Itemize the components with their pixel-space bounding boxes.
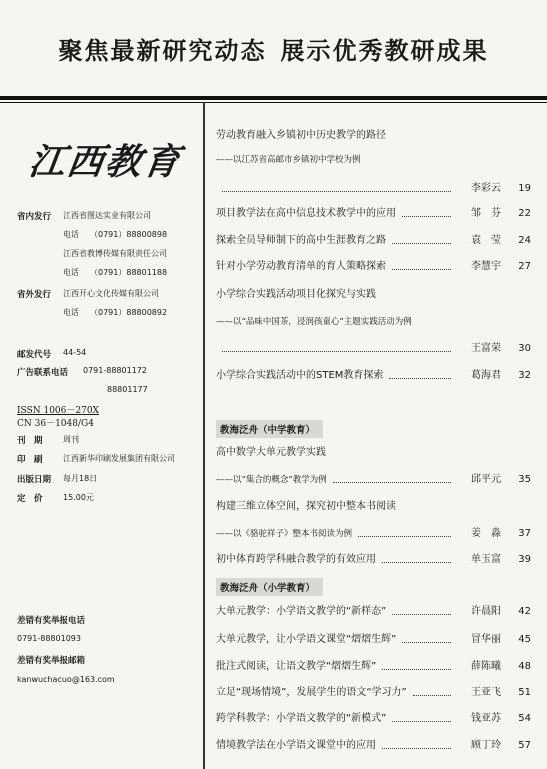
toc-title: 批注式阅读，让语文教学“熠熠生辉” [216, 661, 377, 672]
report-mail: kanwuchacuo@163.com [17, 675, 115, 684]
toc-subtitle: ——以江苏省高邮市乡镇初中学校为例 [216, 155, 361, 165]
toc-title: 劳动教育融入乡镇初中历史教学的路径 [216, 130, 386, 141]
toc-page: 48 [518, 661, 531, 672]
toc-author: 邱平元 [471, 474, 501, 485]
leader-dots [402, 642, 451, 643]
leader-dots [222, 351, 451, 352]
toc-page: 54 [518, 713, 531, 724]
magazine-logo: 江西教育 [26, 141, 185, 183]
toc-author: 钱亚苏 [471, 713, 501, 724]
toc-author: 李慧宇 [471, 261, 501, 272]
price: 15.00元 [63, 493, 94, 502]
toc-entry[interactable] [216, 287, 531, 303]
toc-entry[interactable] [216, 314, 531, 330]
leader-dots [382, 669, 451, 670]
toc-author: 李彩云 [471, 183, 501, 194]
foreign-publisher-1: 江西开心文化传媒有限公司 [63, 289, 159, 298]
leader-dots [402, 216, 451, 217]
toc-page: 22 [518, 208, 531, 219]
leader-dots [222, 191, 451, 192]
printer: 江西新华印刷发展集团有限公司 [63, 454, 175, 463]
toc-author: 王富荣 [471, 343, 501, 354]
toc-author: 袁 莹 [471, 235, 501, 246]
period: 周刊 [63, 435, 79, 444]
toc-page: 30 [518, 343, 531, 354]
leader-dots [358, 536, 451, 537]
toc-title: 跨学科教学：小学语文教学的“新模式” [216, 713, 387, 724]
toc-entry[interactable] [216, 604, 531, 620]
leader-dots [392, 243, 451, 244]
postcode-label: 邮发代号 [17, 350, 52, 360]
leader-dots [392, 721, 451, 722]
pub-date: 每月18日 [63, 474, 98, 483]
leader-dots [392, 614, 451, 615]
section-header-middle-school: 教海泛舟（中学教育） [216, 420, 323, 438]
toc-entry[interactable] [216, 181, 531, 197]
toc-title: 构建三维立体空间，探究初中整本书阅读 [216, 501, 396, 512]
toc-entry[interactable] [216, 526, 531, 542]
foreign-label: 省外发行 [17, 290, 52, 300]
toc-page: 45 [518, 634, 531, 645]
print-label: 印 刷 [17, 455, 43, 465]
domestic-tel-2: （0791）88801188 [90, 268, 168, 277]
toc-subtitle: ——以《骆驼祥子》整本书阅读为例 [216, 529, 353, 539]
report-tel: 0791-88801093 [17, 634, 81, 643]
toc-entry[interactable] [216, 152, 531, 168]
toc-entry[interactable] [216, 341, 531, 357]
toc-page: 37 [518, 528, 531, 539]
toc-author: 邹 芬 [471, 208, 501, 219]
toc-author: 葛海君 [471, 370, 501, 381]
toc-page: 57 [518, 740, 531, 751]
toc-author: 姜 淼 [471, 528, 501, 539]
toc-entry[interactable] [216, 738, 531, 754]
toc-page: 32 [518, 370, 531, 381]
toc-page: 24 [518, 235, 531, 246]
ad-tel-1: 0791-88801172 [83, 366, 147, 375]
toc-title: 大单元教学，让小学语文课堂“熠熠生辉” [216, 634, 397, 645]
toc-title: 立足“现场情境”，发展学生的语文“学习力” [216, 687, 407, 698]
leader-dots [389, 378, 451, 379]
toc-title: 初中体育跨学科融合教学的有效应用 [216, 554, 376, 565]
toc-page: 51 [518, 687, 531, 698]
leader-dots [382, 562, 451, 563]
toc-entry[interactable] [216, 552, 531, 568]
leader-dots [382, 748, 451, 749]
domestic-label: 省内发行 [17, 212, 52, 222]
domestic-tel-label-2: 电话 [63, 268, 79, 277]
report-mail-label: 差错有奖举报邮箱 [17, 656, 86, 666]
toc-author: 薛陈曦 [471, 661, 501, 672]
foreign-tel-1: （0791）88800892 [90, 308, 168, 317]
domestic-tel-1: （0791）88800898 [90, 230, 168, 239]
toc-title: 高中数学大单元教学实践 [216, 447, 326, 458]
report-tel-label: 差错有奖举报电话 [17, 616, 86, 626]
date-label: 出版日期 [17, 475, 52, 485]
toc-subtitle: ——以“品味中国茶，浸润孩童心”主题实践活动为例 [216, 317, 412, 327]
toc-title: 探索全员导师制下的高中生涯教育之路 [216, 235, 386, 246]
toc-title: 大单元教学：小学语文教学的“新样态” [216, 606, 387, 617]
toc-entry[interactable] [216, 685, 531, 701]
toc-entry[interactable] [216, 368, 531, 384]
issn: ISSN 1006－270X [17, 406, 99, 416]
ad-tel-2: 88801177 [107, 385, 148, 394]
cn-number: CN 36－1048/G4 [17, 419, 94, 429]
toc-subtitle: ——以“集合的概念”教学为例 [216, 475, 327, 485]
toc-author: 王亚飞 [471, 687, 501, 698]
domestic-tel-label-1: 电话 [63, 230, 79, 239]
toc-entry[interactable] [216, 259, 531, 275]
toc-title: 针对小学劳动教育清单的育人策略探索 [216, 261, 386, 272]
banner-left: 聚焦最新研究动态 [58, 35, 267, 65]
toc-entry[interactable] [216, 632, 531, 648]
toc-page: 19 [518, 183, 531, 194]
toc-entry[interactable] [216, 472, 531, 488]
section-header-primary-school: 教海泛舟（小学教育） [216, 578, 323, 596]
toc-page: 27 [518, 261, 531, 272]
toc-author: 顾丁玲 [471, 740, 501, 751]
toc-title: 小学综合实践活动项目化探究与实践 [216, 289, 376, 300]
domestic-publisher-1: 江西省图达实业有限公司 [63, 211, 151, 220]
toc-entry[interactable] [216, 445, 531, 461]
postcode: 44-54 [63, 348, 87, 357]
ad-label: 广告联系电话 [17, 368, 69, 378]
toc-page: 35 [518, 474, 531, 485]
toc-entry[interactable] [216, 659, 531, 675]
leader-dots [413, 695, 451, 696]
domestic-publisher-2: 江西省教博传媒有限责任公司 [63, 249, 167, 258]
toc-entry[interactable] [216, 711, 531, 727]
toc-entry[interactable] [216, 233, 531, 249]
toc-entry[interactable] [216, 128, 531, 144]
leader-dots [333, 482, 451, 483]
price-label: 定 价 [17, 494, 43, 504]
period-label: 刊 期 [17, 436, 43, 446]
column-divider [203, 102, 205, 769]
foreign-tel-label-1: 电话 [63, 308, 79, 317]
toc-page: 42 [518, 606, 531, 617]
toc-author: 许晨阳 [471, 606, 501, 617]
toc-title: 小学综合实践活动中的STEM教育探索 [216, 370, 384, 381]
leader-dots [392, 269, 451, 270]
toc-author: 单玉富 [471, 554, 501, 565]
toc-title: 项目教学法在高中信息技术教学中的应用 [216, 208, 396, 219]
banner-right: 展示优秀教研成果 [280, 35, 489, 65]
toc-entry[interactable] [216, 206, 531, 222]
toc-title: 情境教学法在小学语文课堂中的应用 [216, 740, 376, 751]
toc-page: 39 [518, 554, 531, 565]
table-of-contents [216, 0, 531, 769]
toc-author: 冒华丽 [471, 634, 501, 645]
toc-entry[interactable] [216, 499, 531, 515]
